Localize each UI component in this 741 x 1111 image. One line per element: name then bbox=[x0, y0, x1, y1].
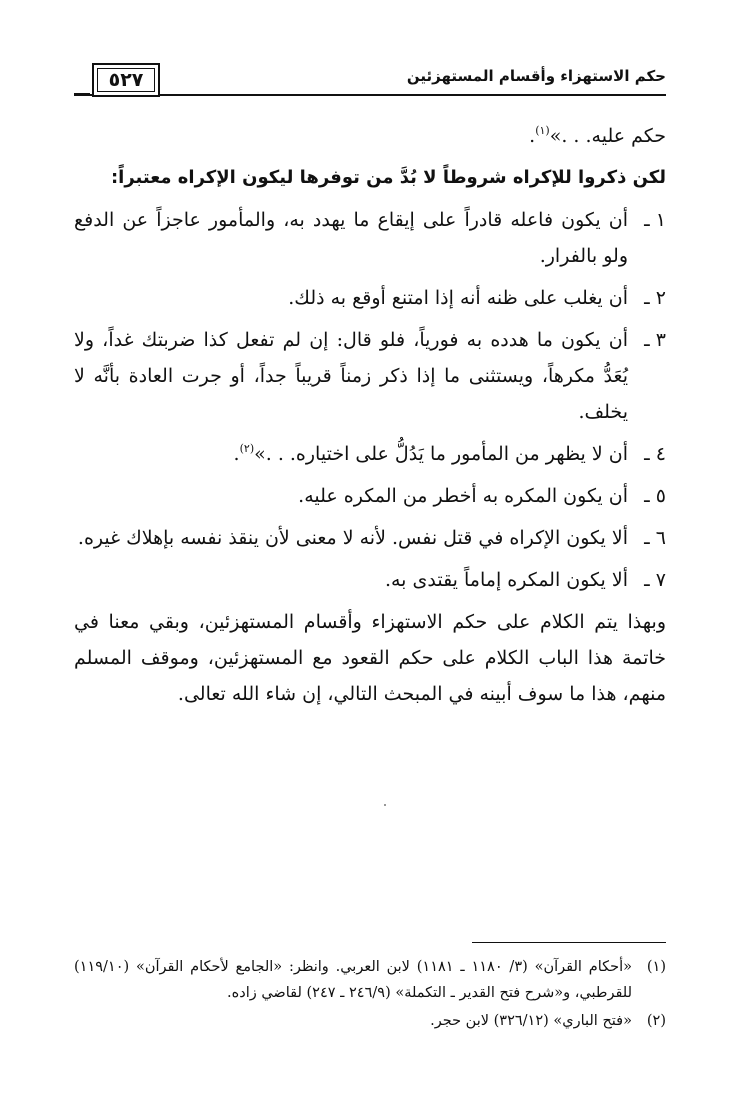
page-number: ٥٢٧ bbox=[97, 68, 155, 92]
footnote-ref-2: (٢) bbox=[239, 442, 255, 455]
condition-text: أن يكون ما هدده به فورياً، فلو قال: إن لم تفعل كذا ضربتك غداً، ولا يُعَدُّ مكرهاً، ويستثنى ما إذا ذكر زمناً قريباً جداً، أو جرت العادة بأنَّه لا يخلف. bbox=[74, 329, 628, 423]
condition-text: أن يغلب على ظنه أنه إذا امتنع أوقع به ذلك. bbox=[288, 287, 628, 309]
condition-item-7 bbox=[74, 562, 666, 598]
print-speck bbox=[384, 804, 386, 806]
condition-text: أن يكون فاعله قادراً على إيقاع ما يهدد به، والمأمور عاجزاً عن الدفع ولو بالفرار. bbox=[74, 209, 628, 267]
condition-text: ألا يكون الإكراه في قتل نفس. لأنه لا معنى لأن ينقذ نفسه بإهلاك غيره. bbox=[77, 527, 628, 549]
footnote-separator bbox=[472, 942, 666, 943]
condition-item-5 bbox=[74, 478, 666, 514]
closing-paragraph: وبهذا يتم الكلام على حكم الاستهزاء وأقسام المستهزئين، وبقي معنا في خاتمة هذا الباب الكلام على حكم القعود مع المستهزئين، وموقف المسلم منهم، هذا ما سوف أبينه في المبحث التالي، إن شاء الله تعالى. bbox=[74, 611, 666, 705]
footnote-ref-1: (١) bbox=[535, 124, 550, 137]
header-rule bbox=[74, 94, 666, 96]
condition-number: ٥ ـ bbox=[644, 485, 666, 507]
condition-number: ٣ ـ bbox=[644, 329, 666, 351]
footnote-number: (١) bbox=[646, 959, 666, 975]
condition-item-1 bbox=[74, 202, 666, 274]
page-number-box bbox=[92, 63, 160, 97]
condition-text-wrap bbox=[74, 436, 628, 472]
condition-number: ٢ ـ bbox=[644, 287, 666, 309]
condition-text: أن لا يظهر من المأمور ما يَدُلُّ على اختياره. . .» bbox=[254, 443, 628, 465]
footnote-2 bbox=[74, 1008, 666, 1034]
condition-item-2 bbox=[74, 280, 666, 316]
opening-line: حكم عليه. . .»$^{(١)}$. bbox=[529, 124, 666, 147]
condition-text: أن يكون المكره به أخطر من المكره عليه. bbox=[298, 485, 628, 507]
condition-text: ألا يكون المكره إماماً يقتدى به. bbox=[384, 569, 628, 591]
footnote-number: (٢) bbox=[646, 1013, 666, 1029]
footnote-text: «فتح الباري» (٣٢٦/١٢) لابن حجر. bbox=[430, 1013, 632, 1029]
condition-number: ١ ـ bbox=[644, 209, 666, 231]
condition-item-3 bbox=[74, 322, 666, 430]
opening-line-text: حكم عليه. . .» bbox=[549, 125, 666, 147]
condition-item-4 bbox=[74, 436, 666, 472]
condition-tail: . bbox=[233, 443, 240, 465]
conditions-intro: لكن ذكروا للإكراه شروطاً لا بُدَّ من توفرها ليكون الإكراه معتبراً: bbox=[110, 167, 666, 188]
footnote-text: «أحكام القرآن» (٣/ ١١٨٠ ـ ١١٨١) لابن العربي. وانظر: «الجامع لأحكام القرآن» (١١٩/١٠) للقرطبي، و«شرح فتح القدير ـ التكملة» (٢٤٦/٩ ـ ٢٤٧) لقاضي زاده. bbox=[74, 959, 632, 1001]
condition-number: ٤ ـ bbox=[644, 443, 666, 465]
main-text bbox=[74, 118, 666, 718]
footnotes bbox=[74, 954, 666, 1036]
condition-item-6 bbox=[74, 520, 666, 556]
footnote-1 bbox=[74, 954, 666, 1006]
page-header bbox=[74, 60, 666, 102]
condition-number: ٧ ـ bbox=[644, 569, 666, 591]
condition-number: ٦ ـ bbox=[644, 527, 666, 549]
running-title: حكم الاستهزاء وأقسام المستهزئين bbox=[406, 67, 666, 85]
